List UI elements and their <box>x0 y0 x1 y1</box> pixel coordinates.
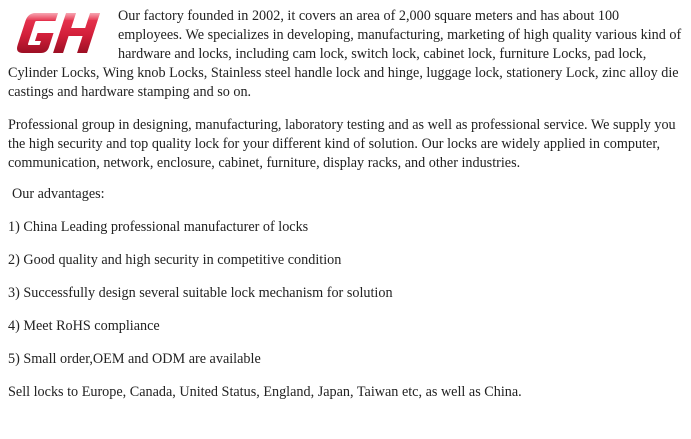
services-paragraph: Professional group in designing, manufacturing, laboratory testing and as well as professional service. We supply you the high security and top quality lock for your different kind of solution. Our locks are widely applied in computer, communication, network, enclosure, cabinet, furniture, display racks, and other industries. <box>8 117 676 171</box>
intro-paragraph: Our factory founded in 2002, it covers an area of 2,000 square meters and has about 100 employees. We specializes in developing, manufacturing, marketing of high quality various kind of hardware and locks, including cam lock, switch lock, cabinet lock, furniture Locks, pad lock, Cylinder Locks, Wing knob Locks, Stainless steel handle lock and hinge, luggage lock, stationery Lock, zinc alloy die castings and hardware stamping and so on. <box>8 8 682 100</box>
closing-paragraph: Sell locks to Europe, Canada, United Status, England, Japan, Taiwan etc, as well as China. <box>8 384 522 400</box>
advantages-heading: Our advantages: <box>12 186 105 202</box>
gh-logo-icon <box>8 7 112 61</box>
advantage-item-1: 1) China Leading professional manufacturer of locks <box>8 219 309 235</box>
advantage-item-5: 5) Small order,OEM and ODM are available <box>8 351 261 367</box>
advantage-item-2: 2) Good quality and high security in competitive condition <box>8 252 342 268</box>
advantage-item-4: 4) Meet RoHS compliance <box>8 318 160 334</box>
advantage-item-3: 3) Successfully design several suitable lock mechanism for solution <box>8 285 393 301</box>
gh-logo-graphic <box>8 7 112 61</box>
